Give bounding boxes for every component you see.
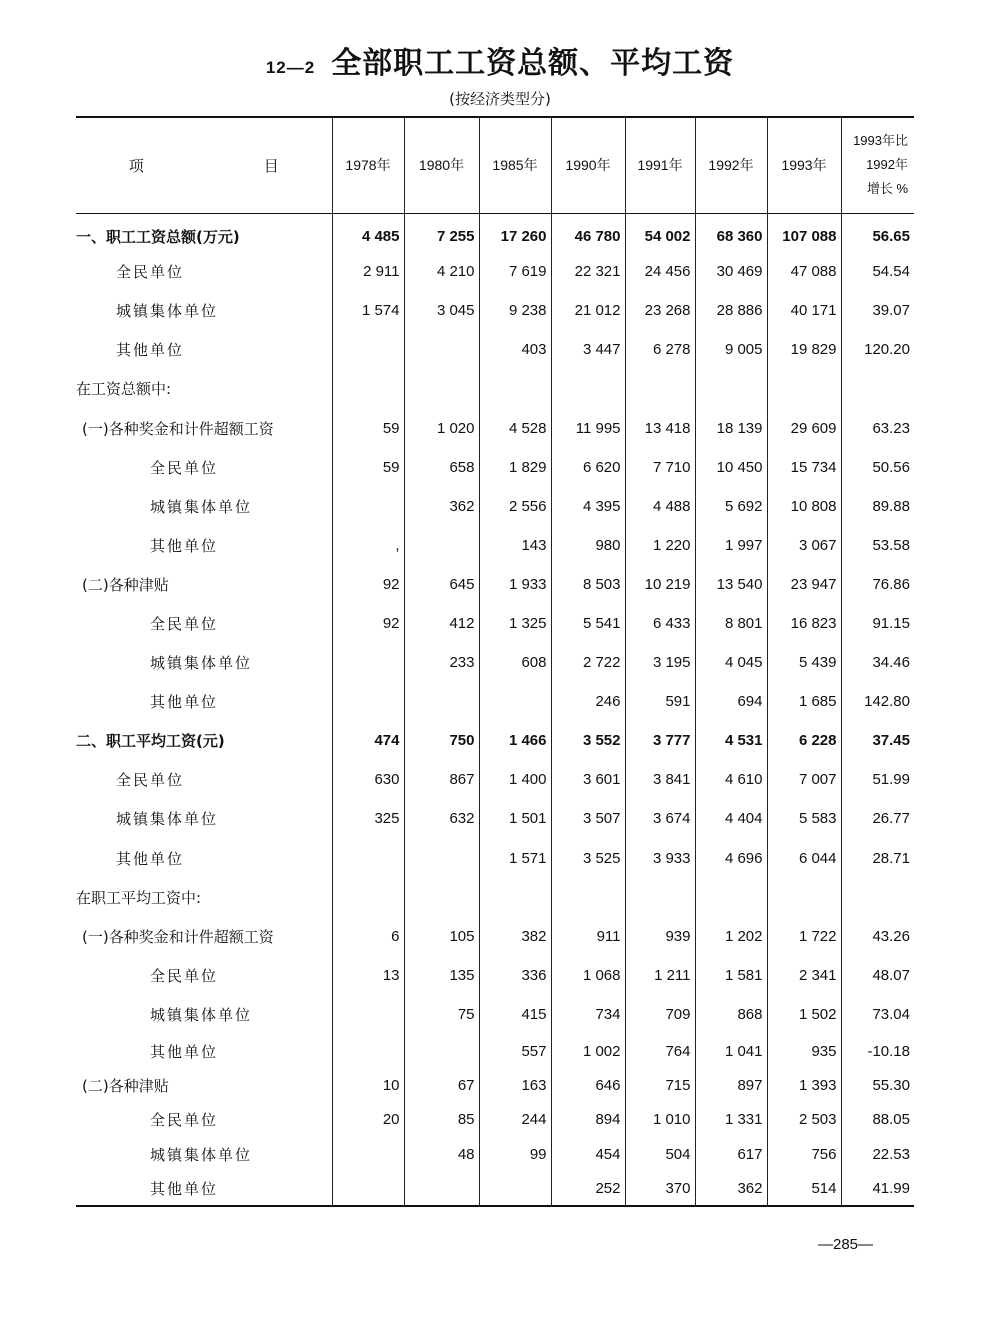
cell-value: 1 010	[625, 1103, 695, 1137]
cell-value	[625, 369, 695, 408]
cell-value	[404, 1172, 479, 1206]
cell-value	[332, 1137, 404, 1171]
cell-value	[479, 878, 551, 917]
cell-value: 1 400	[479, 760, 551, 799]
cell-value	[332, 369, 404, 408]
cell-value	[332, 682, 404, 721]
cell-value: 244	[479, 1103, 551, 1137]
table-row	[76, 1068, 914, 1102]
cell-value: 645	[404, 565, 479, 604]
cell-value: 4 610	[695, 760, 767, 799]
cell-value: 1 933	[479, 565, 551, 604]
cell-value: 40 171	[767, 291, 841, 330]
cell-value: 6 044	[767, 839, 841, 878]
cell-value: 939	[625, 917, 695, 956]
cell-value: 3 507	[551, 799, 625, 838]
cell-value: 67	[404, 1068, 479, 1102]
header-year: 1992年	[695, 117, 767, 213]
cell-value: 4 485	[332, 213, 404, 252]
table-row	[76, 213, 914, 252]
row-label: 全民单位	[116, 771, 185, 790]
cell-value: 233	[404, 643, 479, 682]
cell-value: 6 228	[767, 721, 841, 760]
cell-value: 8 503	[551, 565, 625, 604]
table-row	[76, 760, 914, 799]
row-label: 全民单位	[116, 263, 185, 282]
table-row	[76, 526, 914, 565]
table-row	[76, 643, 914, 682]
table-row	[76, 487, 914, 526]
page-number: —285—	[818, 1236, 874, 1253]
row-label: 城镇集体单位	[150, 497, 253, 516]
cell-value: 50.56	[841, 448, 914, 487]
cell-value: 17 260	[479, 213, 551, 252]
cell-value: 4 395	[551, 487, 625, 526]
cell-value: 99	[479, 1137, 551, 1171]
header-row	[76, 117, 914, 213]
page-title	[0, 38, 1000, 82]
cell-value: 92	[332, 604, 404, 643]
cell-value: 4 404	[695, 799, 767, 838]
cell-value: 5 692	[695, 487, 767, 526]
cell-value: 3 674	[625, 799, 695, 838]
cell-value: 1 997	[695, 526, 767, 565]
cell-value: 68 360	[695, 213, 767, 252]
cell-value: 591	[625, 682, 695, 721]
cell-value: 3 777	[625, 721, 695, 760]
cell-value: 163	[479, 1068, 551, 1102]
cell-value	[332, 487, 404, 526]
cell-value: 9 005	[695, 330, 767, 369]
cell-value: 59	[332, 448, 404, 487]
cell-value: 26.77	[841, 799, 914, 838]
cell-value: 142.80	[841, 682, 914, 721]
cell-value: 608	[479, 643, 551, 682]
cell-value: ,	[332, 526, 404, 565]
header-year: 1980年	[404, 117, 479, 213]
row-label: 其他单位	[116, 341, 185, 360]
cell-value: 23 947	[767, 565, 841, 604]
cell-value: -10.18	[841, 1034, 914, 1068]
cell-value	[404, 878, 479, 917]
cell-value: 325	[332, 799, 404, 838]
cell-value: 3 841	[625, 760, 695, 799]
cell-value: 9 238	[479, 291, 551, 330]
cell-value: 18 139	[695, 408, 767, 447]
cell-value: 734	[551, 995, 625, 1034]
row-label: 全民单位	[150, 966, 219, 985]
cell-value: 73.04	[841, 995, 914, 1034]
cell-value: 658	[404, 448, 479, 487]
cell-value: 867	[404, 760, 479, 799]
cell-value: 75	[404, 995, 479, 1034]
cell-value: 28.71	[841, 839, 914, 878]
cell-value: 3 045	[404, 291, 479, 330]
table-row	[76, 917, 914, 956]
cell-value: 514	[767, 1172, 841, 1206]
cell-value: 1 685	[767, 682, 841, 721]
cell-value: 1 722	[767, 917, 841, 956]
header-growth-line2: 1992年	[866, 157, 908, 173]
cell-value	[332, 839, 404, 878]
row-label: 其他单位	[150, 1042, 219, 1061]
cell-value: 5 439	[767, 643, 841, 682]
cell-value: 3 525	[551, 839, 625, 878]
cell-value: 54 002	[625, 213, 695, 252]
cell-value: 135	[404, 956, 479, 995]
cell-value: 1 220	[625, 526, 695, 565]
cell-value: 39.07	[841, 291, 914, 330]
cell-value	[767, 369, 841, 408]
row-label: 全民单位	[150, 1111, 219, 1130]
cell-value	[404, 682, 479, 721]
table-row	[76, 878, 914, 917]
cell-value	[404, 330, 479, 369]
header-year: 1985年	[479, 117, 551, 213]
table-row	[76, 291, 914, 330]
cell-value	[332, 643, 404, 682]
header-item: 项 目	[76, 117, 332, 213]
cell-value: 51.99	[841, 760, 914, 799]
table-row	[76, 448, 914, 487]
header-year: 1990年	[551, 117, 625, 213]
cell-value: 474	[332, 721, 404, 760]
cell-value	[404, 839, 479, 878]
table-row	[76, 408, 914, 447]
cell-value: 7 255	[404, 213, 479, 252]
cell-value: 1 466	[479, 721, 551, 760]
cell-value: 5 541	[551, 604, 625, 643]
cell-value: 7 619	[479, 252, 551, 291]
row-label: 城镇集体单位	[150, 1005, 253, 1024]
cell-value: 10 808	[767, 487, 841, 526]
cell-value: 646	[551, 1068, 625, 1102]
cell-value: 105	[404, 917, 479, 956]
cell-value: 10 219	[625, 565, 695, 604]
cell-value: 1 202	[695, 917, 767, 956]
cell-value: 362	[404, 487, 479, 526]
cell-value: 10	[332, 1068, 404, 1102]
table-row	[76, 1034, 914, 1068]
cell-value: 23 268	[625, 291, 695, 330]
cell-value: 89.88	[841, 487, 914, 526]
cell-value: 24 456	[625, 252, 695, 291]
cell-value: 4 696	[695, 839, 767, 878]
row-label: 全民单位	[150, 614, 219, 633]
cell-value	[332, 330, 404, 369]
cell-value	[767, 878, 841, 917]
header-year: 1978年	[332, 117, 404, 213]
cell-value: 20	[332, 1103, 404, 1137]
header-year: 1993年	[767, 117, 841, 213]
cell-value	[332, 995, 404, 1034]
cell-value	[695, 878, 767, 917]
cell-value: 362	[695, 1172, 767, 1206]
row-label: 其他单位	[150, 693, 219, 712]
table-body	[76, 213, 914, 1206]
cell-value: 911	[551, 917, 625, 956]
table-row	[76, 604, 914, 643]
cell-value: 6	[332, 917, 404, 956]
cell-value: 56.65	[841, 213, 914, 252]
cell-value: 55.30	[841, 1068, 914, 1102]
cell-value: 415	[479, 995, 551, 1034]
cell-value: 3 933	[625, 839, 695, 878]
row-label: (二)各种津贴	[82, 1077, 169, 1096]
row-label: 城镇集体单位	[150, 654, 253, 673]
cell-value: 764	[625, 1034, 695, 1068]
cell-value	[841, 369, 914, 408]
cell-value: 143	[479, 526, 551, 565]
cell-value: 1 211	[625, 956, 695, 995]
cell-value: 1 502	[767, 995, 841, 1034]
cell-value: 3 067	[767, 526, 841, 565]
cell-value: 2 911	[332, 252, 404, 291]
header-year: 1991年	[625, 117, 695, 213]
table-row	[76, 1103, 914, 1137]
cell-value: 4 531	[695, 721, 767, 760]
row-label: (一)各种奖金和计件超额工资	[82, 927, 274, 946]
wage-table	[76, 116, 914, 1207]
row-label: (一)各种奖金和计件超额工资	[82, 419, 274, 438]
cell-value: 504	[625, 1137, 695, 1171]
cell-value	[332, 878, 404, 917]
table-row	[76, 565, 914, 604]
table-row	[76, 1137, 914, 1171]
cell-value: 8 801	[695, 604, 767, 643]
cell-value: 1 571	[479, 839, 551, 878]
cell-value	[551, 369, 625, 408]
cell-value: 63.23	[841, 408, 914, 447]
cell-value	[404, 526, 479, 565]
cell-value: 709	[625, 995, 695, 1034]
cell-value: 59	[332, 408, 404, 447]
cell-value: 41.99	[841, 1172, 914, 1206]
cell-value: 1 393	[767, 1068, 841, 1102]
cell-value: 13 540	[695, 565, 767, 604]
row-label: 在工资总额中:	[76, 380, 172, 399]
cell-value: 3 195	[625, 643, 695, 682]
cell-value: 22.53	[841, 1137, 914, 1171]
cell-value: 1 002	[551, 1034, 625, 1068]
cell-value: 370	[625, 1172, 695, 1206]
cell-value: 2 556	[479, 487, 551, 526]
cell-value: 403	[479, 330, 551, 369]
cell-value: 632	[404, 799, 479, 838]
cell-value	[404, 1034, 479, 1068]
cell-value: 16 823	[767, 604, 841, 643]
cell-value: 1 325	[479, 604, 551, 643]
table-row	[76, 799, 914, 838]
cell-value: 868	[695, 995, 767, 1034]
cell-value: 3 447	[551, 330, 625, 369]
cell-value: 11 995	[551, 408, 625, 447]
cell-value: 43.26	[841, 917, 914, 956]
cell-value: 935	[767, 1034, 841, 1068]
cell-value: 37.45	[841, 721, 914, 760]
cell-value: 894	[551, 1103, 625, 1137]
cell-value: 88.05	[841, 1103, 914, 1137]
cell-value: 412	[404, 604, 479, 643]
row-label: 城镇集体单位	[150, 1145, 253, 1164]
cell-value: 715	[625, 1068, 695, 1102]
cell-value: 46 780	[551, 213, 625, 252]
cell-value: 2 503	[767, 1103, 841, 1137]
cell-value: 5 583	[767, 799, 841, 838]
cell-value: 617	[695, 1137, 767, 1171]
cell-value	[332, 1172, 404, 1206]
cell-value: 19 829	[767, 330, 841, 369]
cell-value: 4 528	[479, 408, 551, 447]
cell-value: 10 450	[695, 448, 767, 487]
cell-value	[841, 878, 914, 917]
cell-value: 1 574	[332, 291, 404, 330]
cell-value: 1 331	[695, 1103, 767, 1137]
cell-value	[551, 878, 625, 917]
cell-value: 454	[551, 1137, 625, 1171]
cell-value: 252	[551, 1172, 625, 1206]
cell-value: 1 829	[479, 448, 551, 487]
header-growth-line3: 增长 %	[866, 181, 908, 197]
cell-value: 22 321	[551, 252, 625, 291]
cell-value: 382	[479, 917, 551, 956]
cell-value: 980	[551, 526, 625, 565]
cell-value	[625, 878, 695, 917]
cell-value: 2 341	[767, 956, 841, 995]
cell-value: 85	[404, 1103, 479, 1137]
cell-value: 694	[695, 682, 767, 721]
cell-value: 30 469	[695, 252, 767, 291]
cell-value: 91.15	[841, 604, 914, 643]
cell-value: 6 620	[551, 448, 625, 487]
cell-value: 107 088	[767, 213, 841, 252]
row-label: 在职工平均工资中:	[76, 888, 202, 907]
cell-value: 6 433	[625, 604, 695, 643]
cell-value: 246	[551, 682, 625, 721]
cell-value: 34.46	[841, 643, 914, 682]
cell-value: 7 007	[767, 760, 841, 799]
cell-value: 2 722	[551, 643, 625, 682]
table-subtitle: (按经济类型分)	[449, 90, 551, 108]
cell-value: 4 488	[625, 487, 695, 526]
cell-value: 120.20	[841, 330, 914, 369]
row-label: 城镇集体单位	[116, 810, 219, 829]
table-row	[76, 1172, 914, 1206]
table-row	[76, 252, 914, 291]
table-row	[76, 956, 914, 995]
cell-value: 750	[404, 721, 479, 760]
cell-value: 756	[767, 1137, 841, 1171]
cell-value: 336	[479, 956, 551, 995]
cell-value: 92	[332, 565, 404, 604]
row-label: 城镇集体单位	[116, 302, 219, 321]
cell-value: 557	[479, 1034, 551, 1068]
cell-value: 1 068	[551, 956, 625, 995]
cell-value: 1 581	[695, 956, 767, 995]
cell-value: 1 501	[479, 799, 551, 838]
cell-value: 28 886	[695, 291, 767, 330]
row-label: 二、职工平均工资(元)	[76, 732, 225, 751]
cell-value: 3 552	[551, 721, 625, 760]
cell-value: 1 041	[695, 1034, 767, 1068]
cell-value: 4 045	[695, 643, 767, 682]
cell-value: 54.54	[841, 252, 914, 291]
row-label: (二)各种津贴	[82, 575, 169, 594]
cell-value: 13	[332, 956, 404, 995]
table-number: 12—2	[265, 58, 316, 77]
cell-value: 6 278	[625, 330, 695, 369]
cell-value: 76.86	[841, 565, 914, 604]
table-row	[76, 721, 914, 760]
table-row	[76, 330, 914, 369]
cell-value: 47 088	[767, 252, 841, 291]
table-row	[76, 682, 914, 721]
cell-value: 53.58	[841, 526, 914, 565]
cell-value	[332, 1034, 404, 1068]
cell-value: 13 418	[625, 408, 695, 447]
cell-value	[404, 369, 479, 408]
row-label: 其他单位	[116, 849, 185, 868]
header-growth-line1: 1993年比	[853, 133, 908, 149]
cell-value: 29 609	[767, 408, 841, 447]
header-growth	[841, 117, 914, 213]
cell-value: 21 012	[551, 291, 625, 330]
cell-value: 4 210	[404, 252, 479, 291]
cell-value: 897	[695, 1068, 767, 1102]
table-row	[76, 995, 914, 1034]
row-label: 全民单位	[150, 458, 219, 477]
table-row	[76, 839, 914, 878]
cell-value: 7 710	[625, 448, 695, 487]
cell-value: 630	[332, 760, 404, 799]
row-label: 其他单位	[76, 1172, 332, 1206]
cell-value: 1 020	[404, 408, 479, 447]
row-label: 其他单位	[150, 536, 219, 555]
cell-value	[479, 369, 551, 408]
cell-value	[479, 682, 551, 721]
table-row	[76, 369, 914, 408]
cell-value: 48.07	[841, 956, 914, 995]
row-label: 一、职工工资总额(万元)	[76, 228, 240, 247]
cell-value: 48	[404, 1137, 479, 1171]
cell-value	[695, 369, 767, 408]
table-title: 全部职工工资总额、平均工资	[331, 46, 735, 81]
cell-value: 3 601	[551, 760, 625, 799]
cell-value	[479, 1172, 551, 1206]
cell-value: 15 734	[767, 448, 841, 487]
